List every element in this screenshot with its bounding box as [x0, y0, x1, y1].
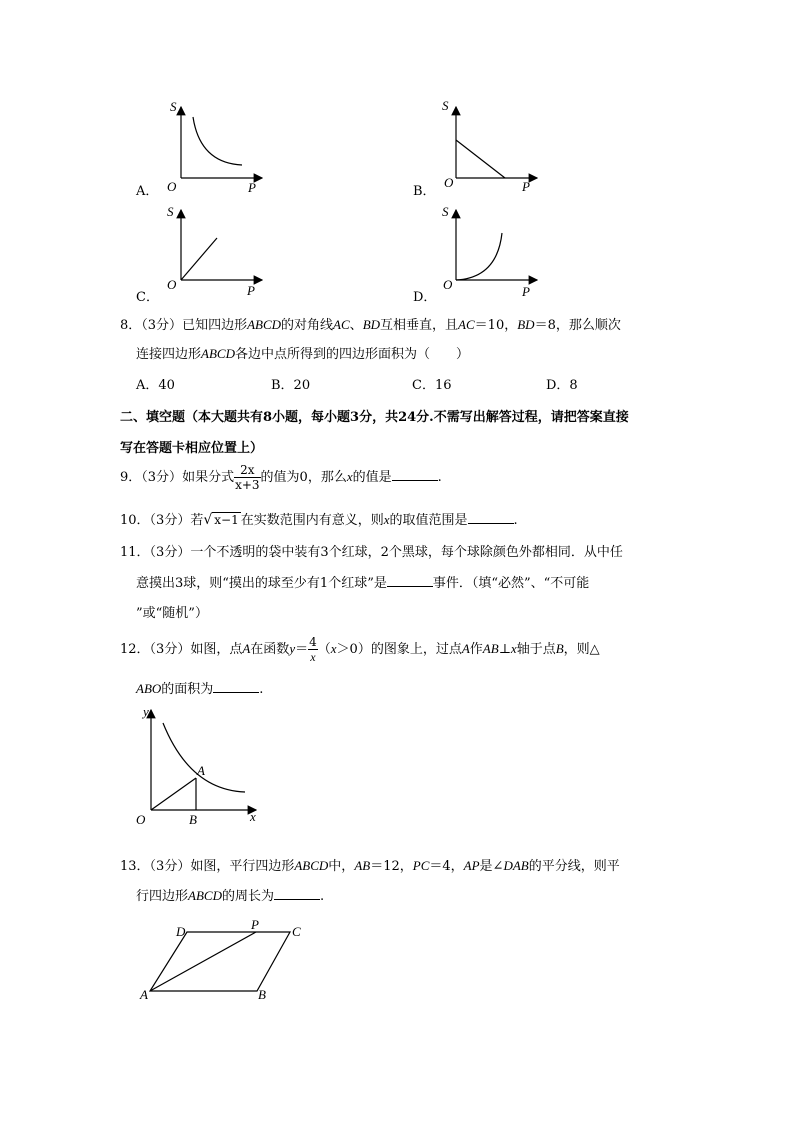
answer-blank[interactable] — [213, 680, 259, 693]
o-label: O — [443, 277, 453, 292]
option-a[interactable]: A．40 — [136, 378, 175, 393]
o-label: O — [136, 812, 146, 827]
q12-figure — [130, 700, 270, 835]
line — [456, 140, 505, 178]
option-c[interactable]: C．16 — [412, 378, 452, 393]
b-label: B — [258, 987, 266, 1002]
option-d[interactable]: D．8 — [546, 378, 578, 393]
segment-ap — [150, 932, 256, 991]
sqrt-content: x−1 — [214, 513, 239, 527]
option-label: C． — [136, 290, 159, 305]
question-number: 10． — [120, 513, 150, 528]
curve — [456, 233, 502, 280]
s-label: S — [170, 99, 177, 114]
sqrt-sign: √ — [203, 512, 213, 528]
a-label: A — [197, 763, 205, 778]
p-label: P — [522, 179, 530, 194]
question-9: 9．（3分）如果分式 $\frac{2x}{x+3}$ 的值为0，那么x的值是 . — [120, 463, 442, 492]
answer-blank[interactable] — [387, 574, 433, 587]
option-b[interactable]: B．20 — [271, 378, 311, 393]
a-label: A — [140, 987, 148, 1002]
y-label: y — [143, 704, 149, 719]
p-label: P — [251, 917, 259, 932]
s-label: S — [442, 98, 449, 113]
graph-b — [435, 95, 545, 195]
o-label: O — [167, 277, 177, 292]
question-number: 8． — [120, 318, 142, 333]
question-10: 10．（3分）若√ x−1 在实数范围内有意义，则x的取值范围是 . — [120, 512, 518, 528]
fraction: $\frac{4}{x}$ — [309, 635, 317, 664]
s-label: S — [442, 204, 449, 219]
question-number: 12． — [120, 642, 150, 657]
question-score: （3分） — [141, 318, 183, 333]
curve — [193, 117, 242, 165]
option-label: D． — [413, 290, 437, 305]
p-label: P — [247, 283, 255, 298]
option-label: B． — [413, 184, 436, 199]
graph-d — [435, 200, 545, 300]
d-label: D — [176, 924, 186, 939]
b-label: B — [189, 812, 197, 827]
answer-blank[interactable] — [392, 468, 438, 481]
answer-blank[interactable] — [468, 511, 514, 524]
option-label: A． — [136, 184, 159, 199]
p-label: P — [522, 284, 530, 299]
p-label: P — [248, 180, 256, 195]
graph-a — [160, 95, 270, 195]
question-number: 9． — [120, 470, 142, 485]
fraction: $\frac{2x}{x+3}$ — [235, 463, 260, 492]
parallelogram — [150, 932, 290, 991]
x-label: x — [250, 809, 256, 824]
o-label: O — [167, 179, 177, 194]
section-heading: 二、填空题（本大题共有8小题，每小题3分，共24分.不需写出解答过程，请把答案直接 — [120, 410, 629, 425]
question-score: （3分） — [141, 470, 183, 485]
line — [181, 238, 217, 280]
question-score: （3分） — [149, 513, 191, 528]
question-score: （3分） — [149, 859, 191, 874]
c-label: C — [292, 924, 301, 939]
segment-oa — [151, 778, 196, 810]
question-score: （3分） — [149, 642, 191, 657]
graph-c — [160, 200, 270, 300]
section-heading-cont: 写在答题卡相应位置上） — [120, 441, 264, 456]
hyperbola — [163, 723, 245, 792]
o-label: O — [444, 175, 454, 190]
s-label: S — [167, 204, 174, 219]
question-score: （3分） — [149, 545, 191, 560]
question-number: 11． — [120, 545, 150, 560]
q13-figure — [135, 915, 315, 1005]
answer-blank[interactable] — [274, 887, 320, 900]
question-number: 13． — [120, 859, 150, 874]
